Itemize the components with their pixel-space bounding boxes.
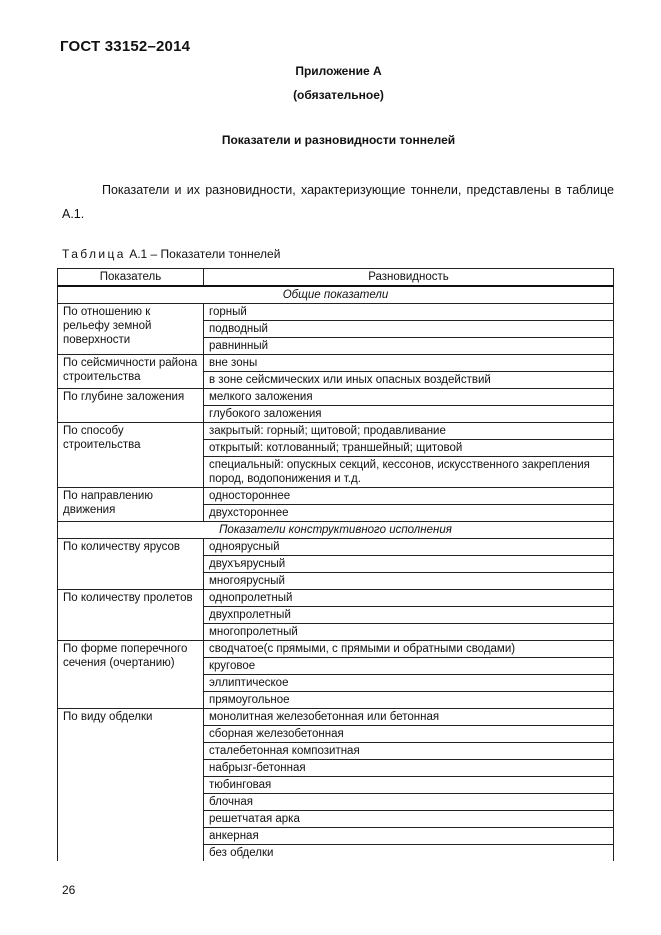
kind-cell: круговое	[204, 658, 614, 675]
kind-cell: глубокого заложения	[204, 406, 614, 423]
kind-cell: без обделки	[204, 845, 614, 862]
table-row	[58, 423, 614, 440]
column-header-kind: Разновидность	[204, 269, 614, 287]
kind-cell: эллиптическое	[204, 675, 614, 692]
table-row	[58, 709, 614, 726]
page-number: 26	[62, 883, 76, 897]
kind-cell: сталебетонная композитная	[204, 743, 614, 760]
kind-cell: двухъярусный	[204, 556, 614, 573]
indicators-table	[57, 268, 614, 861]
indicator-cell: По направлению движения	[58, 488, 204, 522]
column-header-indicator: Показатель	[58, 269, 204, 287]
kind-cell: подводный	[204, 321, 614, 338]
table-row	[58, 389, 614, 406]
appendix-title: Приложение А	[295, 64, 382, 78]
indicator-cell: По сейсмичности района строительства	[58, 355, 204, 389]
table-row	[58, 488, 614, 505]
indicator-cell: По виду обделки	[58, 709, 204, 862]
kind-cell: в зоне сейсмических или иных опасных воздействий	[204, 372, 614, 389]
document-code: ГОСТ 33152–2014	[60, 38, 191, 55]
indicator-cell: По количеству ярусов	[58, 539, 204, 590]
table-row	[58, 641, 614, 658]
table-body	[58, 286, 614, 861]
kind-cell: блочная	[204, 794, 614, 811]
kind-cell: мелкого заложения	[204, 389, 614, 406]
table-row	[58, 590, 614, 607]
kind-cell: горный	[204, 304, 614, 321]
section-row	[58, 286, 614, 304]
intro-paragraph: Показатели и их разновидности, характеризующие тоннели, представлены в таблице А.1.	[62, 183, 614, 221]
kind-cell: одностороннее	[204, 488, 614, 505]
table-caption-label: Таблица	[62, 247, 126, 261]
indicator-cell: По глубине заложения	[58, 389, 204, 423]
kind-cell: анкерная	[204, 828, 614, 845]
indicator-cell: По отношению к рельефу земной поверхности	[58, 304, 204, 355]
indicator-cell: По способу строительства	[58, 423, 204, 488]
kind-cell: решетчатая арка	[204, 811, 614, 828]
kind-cell: одноярусный	[204, 539, 614, 556]
kind-cell: тюбинговая	[204, 777, 614, 794]
kind-cell: двухпролетный	[204, 607, 614, 624]
kind-cell: прямоугольное	[204, 692, 614, 709]
kind-cell: набрызг-бетонная	[204, 760, 614, 777]
kind-cell: сводчатое(с прямыми, с прямыми и обратными сводами)	[204, 641, 614, 658]
kind-cell: специальный: опускных секций, кессонов, искусственного закрепления пород, водопонижения и т.д.	[204, 457, 614, 488]
kind-cell: двухстороннее	[204, 505, 614, 522]
kind-cell: однопролетный	[204, 590, 614, 607]
table-row	[58, 539, 614, 556]
kind-cell: открытый: котлованный; траншейный; щитовой	[204, 440, 614, 457]
kind-cell: вне зоны	[204, 355, 614, 372]
section-title: Показатели конструктивного исполнения	[58, 522, 614, 539]
section-heading: Показатели и разновидности тоннелей	[221, 133, 456, 147]
kind-cell: закрытый: горный; щитовой; продавливание	[204, 423, 614, 440]
section-row	[58, 522, 614, 539]
section-title: Общие показатели	[58, 286, 614, 304]
table-row	[58, 304, 614, 321]
indicator-cell: По количеству пролетов	[58, 590, 204, 641]
kind-cell: многоярусный	[204, 573, 614, 590]
table-caption	[62, 247, 280, 261]
table-header-row	[58, 269, 614, 287]
table-caption-text: А.1 – Показатели тоннелей	[125, 247, 281, 261]
kind-cell: многопролетный	[204, 624, 614, 641]
appendix-status: (обязательное)	[293, 88, 384, 102]
kind-cell: сборная железобетонная	[204, 726, 614, 743]
indicator-cell: По форме поперечного сечения (очертанию)	[58, 641, 204, 709]
kind-cell: равнинный	[204, 338, 614, 355]
table-row	[58, 355, 614, 372]
kind-cell: монолитная железобетонная или бетонная	[204, 709, 614, 726]
